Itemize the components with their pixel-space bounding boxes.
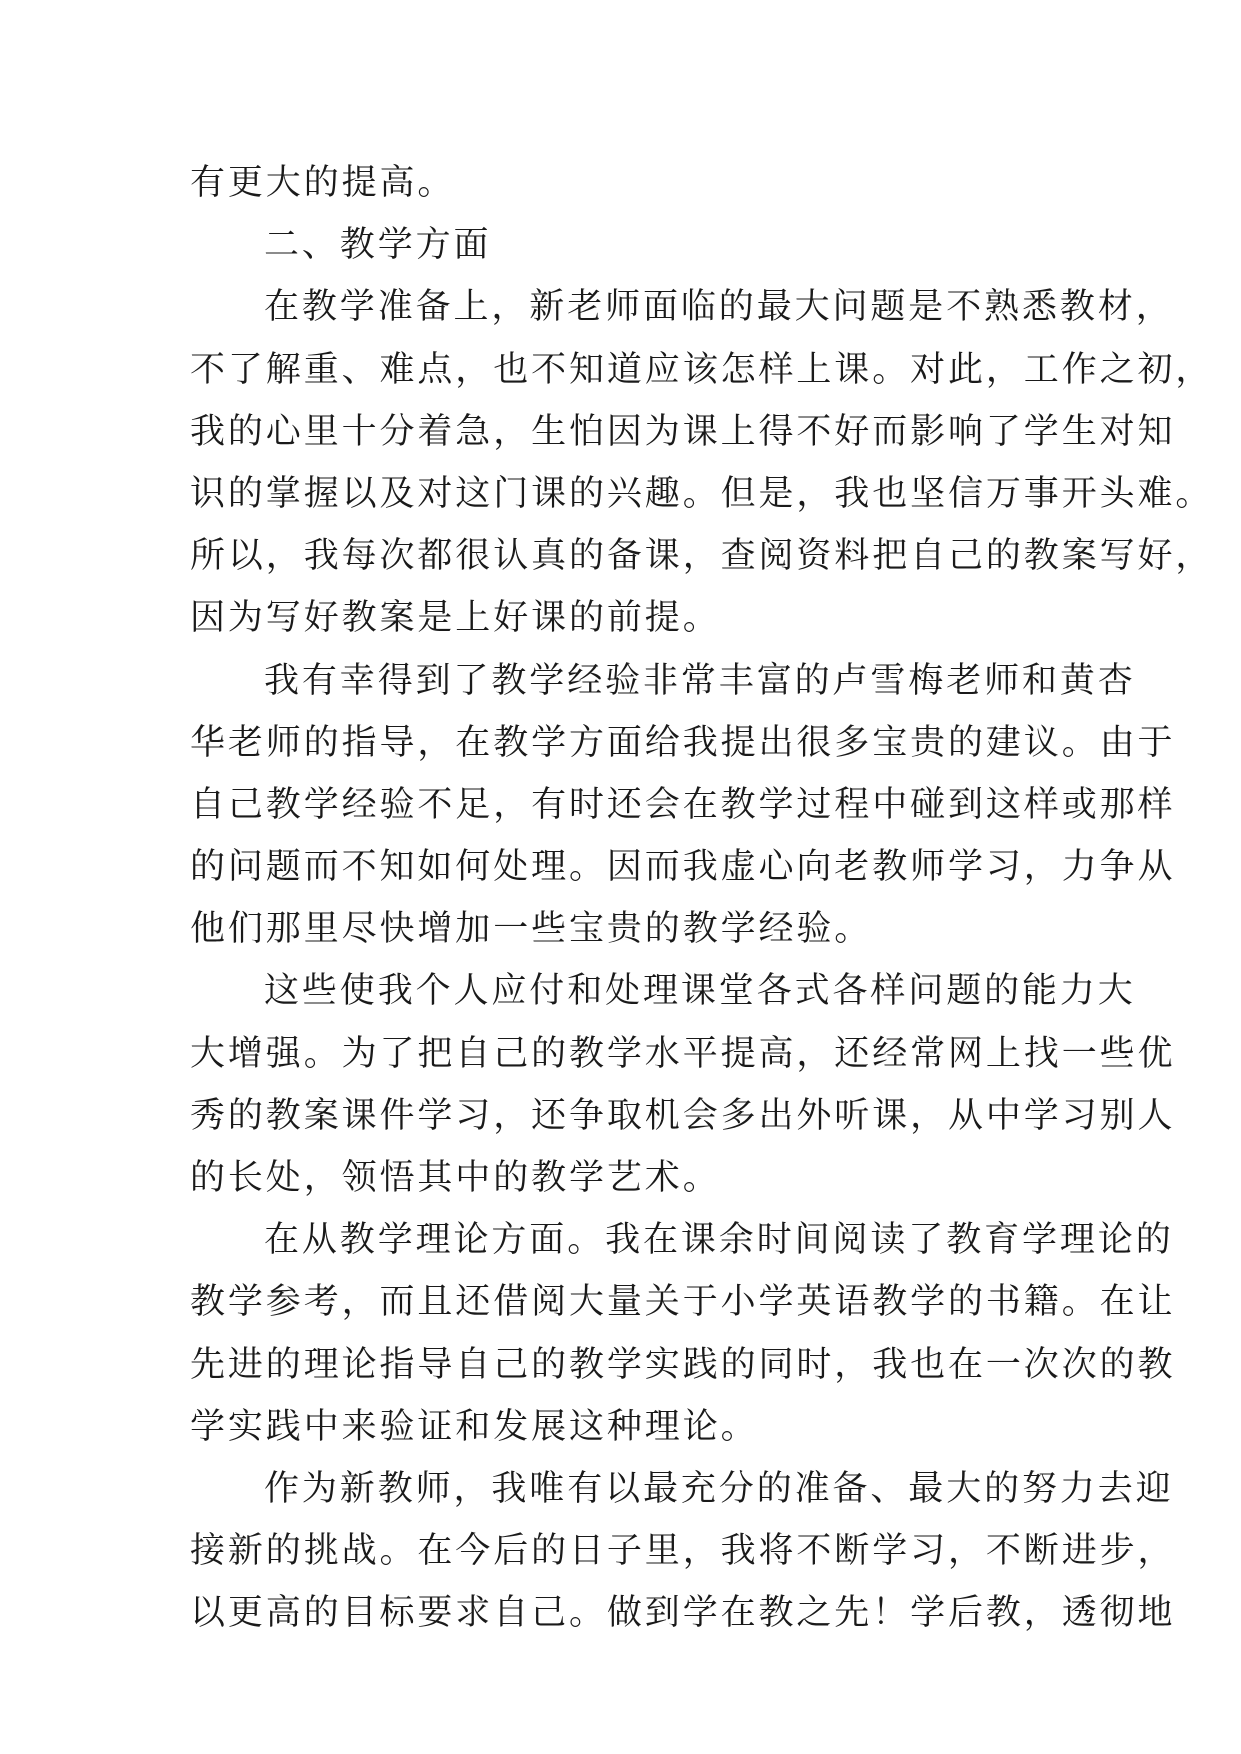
text-line: 所以，我每次都很认真的备课，查阅资料把自己的教案写好， xyxy=(190,536,1214,577)
text-line: 的问题而不知如何处理。因而我虚心向老教师学习，力争从 xyxy=(190,847,1176,888)
text-line: 这些使我个人应付和处理课堂各式各样问题的能力大 xyxy=(264,971,1136,1012)
text-line: 接新的挑战。在今后的日子里，我将不断学习，不断进步， xyxy=(190,1531,1176,1572)
text-line: 秀的教案课件学习，还争取机会多出外听课，从中学习别人 xyxy=(190,1095,1176,1136)
text-line: 我的心里十分着急，生怕因为课上得不好而影响了学生对知 xyxy=(190,411,1176,452)
text-line: 的长处，领悟其中的教学艺术。 xyxy=(190,1158,721,1198)
text-line: 有更大的提高。 xyxy=(190,163,456,203)
text-line: 在教学准备上，新老师面临的最大问题是不熟悉教材， xyxy=(264,287,1174,328)
text-line: 学实践中来验证和发展这种理论。 xyxy=(190,1406,759,1447)
text-line: 自己教学经验不足，有时还会在教学过程中碰到这样或那样 xyxy=(190,784,1176,825)
text-line: 识的掌握以及对这门课的兴趣。但是，我也坚信万事开头难。 xyxy=(190,473,1214,514)
text-line: 华老师的指导，在教学方面给我提出很多宝贵的建议。由于 xyxy=(190,722,1176,763)
section-heading: 二、教学方面 xyxy=(264,225,492,266)
text-line: 作为新教师，我唯有以最充分的准备、最大的努力去迎 xyxy=(264,1468,1174,1509)
text-line: 因为写好教案是上好课的前提。 xyxy=(190,598,721,639)
text-line: 我有幸得到了教学经验非常丰富的卢雪梅老师和黄杏 xyxy=(264,660,1136,701)
text-line: 以更高的目标要求自己。做到学在教之先！学后教，透彻地 xyxy=(190,1593,1176,1634)
text-line: 教学参考，而且还借阅大量关于小学英语教学的书籍。在让 xyxy=(190,1282,1176,1323)
text-line: 不了解重、难点，也不知道应该怎样上课。对此，工作之初， xyxy=(190,349,1214,390)
text-line: 他们那里尽快增加一些宝贵的教学经验。 xyxy=(190,909,873,950)
text-line: 大增强。为了把自己的教学水平提高，还经常网上找一些优 xyxy=(190,1033,1176,1074)
document-body xyxy=(190,152,1214,1645)
text-line: 先进的理论指导自己的教学实践的同时，我也在一次次的教 xyxy=(190,1344,1176,1385)
text-line: 在从教学理论方面。我在课余时间阅读了教育学理论的 xyxy=(264,1220,1174,1261)
